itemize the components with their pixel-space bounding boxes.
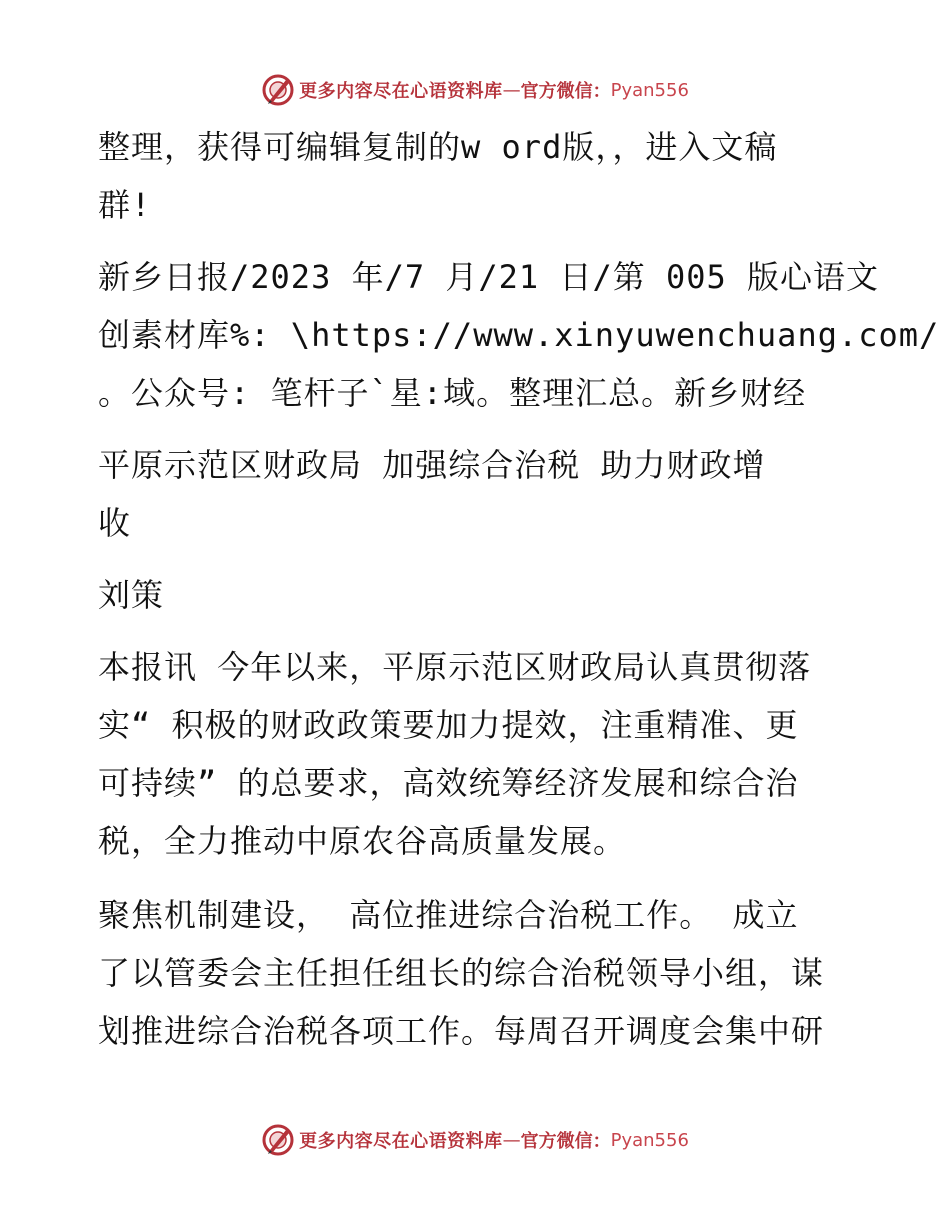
text-line: 本报讯 今年以来，平原示范区财政局认真贯彻落	[98, 648, 812, 686]
text-line: 划推进综合治税各项工作。每周召开调度会集中研	[98, 1012, 825, 1050]
document-body	[98, 118, 940, 1060]
source-paragraph	[98, 248, 940, 422]
banner-contact-label: 官方微信：	[520, 1131, 611, 1152]
banner-separator: —	[502, 1129, 521, 1151]
body-paragraph	[98, 886, 858, 1060]
banner-contact-label: 官方微信：	[520, 81, 611, 102]
text-line: 了以管委会主任担任组长的综合治税领导小组，谋	[98, 954, 825, 992]
text-line: 刘策	[98, 576, 165, 614]
text-line: 税，全力推动中原农谷高质量发展。	[98, 822, 627, 860]
header-banner	[0, 70, 950, 110]
pen-logo-icon	[261, 1123, 295, 1157]
text-line: 可持续” 的总要求，高效统筹经济发展和综合治	[98, 764, 799, 802]
footer-banner	[0, 1120, 950, 1160]
banner-contact-id: Pyan556	[610, 79, 689, 101]
banner-separator: —	[502, 79, 521, 101]
lead-paragraph	[98, 638, 858, 870]
text-line: 聚焦机制建设， 高位推进综合治税工作。 成立	[98, 896, 799, 934]
banner-contact-id: Pyan556	[610, 1129, 689, 1151]
article-title	[98, 436, 858, 552]
text-line: 收	[98, 504, 132, 542]
article-author	[98, 566, 858, 624]
text-line: 实“ 积极的财政政策要加力提效，注重精准、更	[98, 706, 799, 744]
banner-brand-text: 更多内容尽在心语资料库	[299, 81, 503, 102]
text-line: 平原示范区财政局 加强综合治税 助力财政增	[98, 446, 766, 484]
text-line: 群!	[98, 186, 152, 224]
pen-logo-icon	[261, 73, 295, 107]
intro-paragraph	[98, 118, 858, 234]
text-line: 创素材库%: \https://www.xinyuwenchuang.com/	[98, 316, 940, 354]
text-line: 新乡日报/2023 年/7 月/21 日/第 005 版心语文	[98, 258, 880, 296]
text-line: 。公众号: 笔杆子`星:域。整理汇总。新乡财经	[98, 374, 807, 412]
text-line: 整理，获得可编辑复制的w ord版，，进入文稿	[98, 128, 778, 166]
banner-brand-text: 更多内容尽在心语资料库	[299, 1131, 503, 1152]
